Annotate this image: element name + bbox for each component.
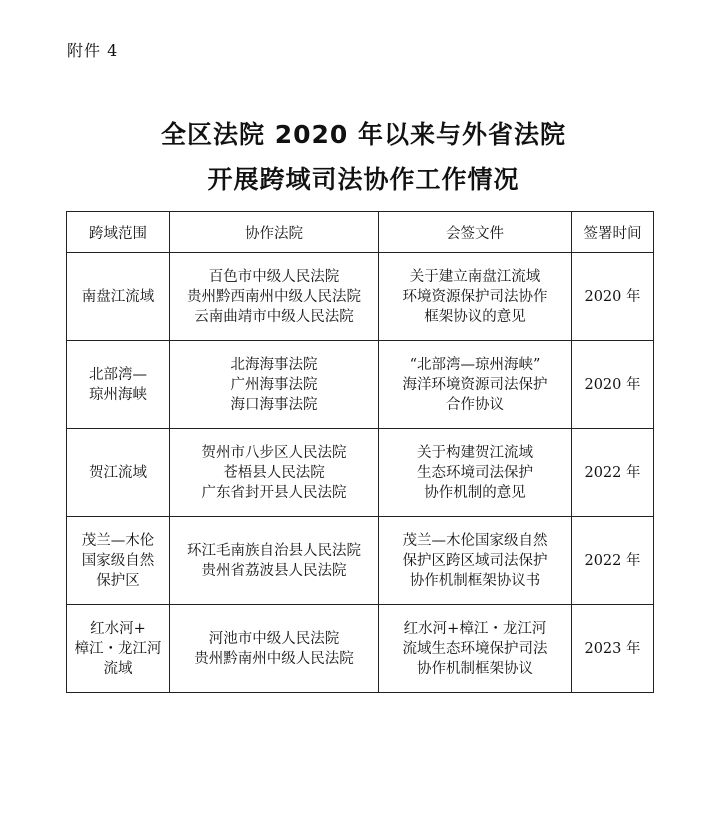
table-row: [67, 517, 654, 605]
cell-document-line: 协作机制框架协议书: [409, 572, 541, 589]
cell-document-line: 框架协议的意见: [424, 308, 526, 325]
cell-courts: [170, 341, 379, 429]
cell-date: 2023 年: [572, 605, 654, 693]
cell-courts: [170, 429, 379, 517]
cell-date: 2022 年: [572, 429, 654, 517]
table-row: [67, 341, 654, 429]
cell-scope: [67, 605, 170, 693]
cell-scope-line: 国家级自然: [81, 552, 155, 569]
cell-document-line: 环境资源保护司法协作: [402, 288, 548, 305]
cell-date: 2022 年: [572, 517, 654, 605]
cell-scope-line: 樟江・龙江河: [74, 640, 162, 657]
cell-document: [379, 517, 572, 605]
cell-scope-line: 流域: [103, 660, 133, 677]
cell-courts-line: 百色市中级人民法院: [208, 268, 340, 285]
cell-scope-line: 保护区: [96, 572, 140, 589]
cell-courts-line: 海口海事法院: [230, 396, 318, 413]
page-title-line-1: 全区法院 2020 年以来与外省法院: [161, 120, 566, 149]
header-document: 会签文件: [379, 212, 572, 253]
cell-courts-line: 广东省封开县人民法院: [201, 484, 347, 501]
cell-scope: [67, 253, 170, 341]
cell-courts: [170, 517, 379, 605]
cell-scope-line: 茂兰—木伦: [81, 532, 155, 549]
table-row: [67, 253, 654, 341]
header-courts: 协作法院: [170, 212, 379, 253]
cell-document-line: 关于建立南盘江流域: [409, 268, 541, 285]
header-scope: 跨域范围: [67, 212, 170, 253]
table-header-row: [67, 212, 654, 253]
table-row: [67, 605, 654, 693]
cell-courts-line: 贺州市八步区人民法院: [201, 444, 347, 461]
cell-courts-line: 贵州黔西南州中级人民法院: [187, 288, 361, 305]
cell-date: 2020 年: [572, 253, 654, 341]
cell-scope-line: 北部湾—: [89, 366, 147, 383]
collaboration-table: [66, 211, 654, 693]
cell-scope-line: 红水河+: [90, 620, 146, 637]
cell-date: 2020 年: [572, 341, 654, 429]
cell-courts-line: 广州海事法院: [230, 376, 318, 393]
cell-document: [379, 253, 572, 341]
cell-courts-line: 贵州黔南州中级人民法院: [194, 650, 354, 667]
cell-courts-line: 苍梧县人民法院: [223, 464, 325, 481]
cell-scope-line: 南盘江流域: [81, 288, 155, 305]
cell-document-line: 茂兰—木伦国家级自然: [402, 532, 548, 549]
cell-document-line: 红水河+樟江・龙江河: [403, 620, 547, 637]
cell-document-line: 流域生态环境保护司法: [402, 640, 548, 657]
cell-scope: [67, 429, 170, 517]
page-title-line-2: 开展跨域司法协作工作情况: [207, 165, 520, 194]
cell-document-line: 关于构建贺江流域: [417, 444, 533, 461]
cell-courts-line: 云南曲靖市中级人民法院: [194, 308, 354, 325]
cell-document-line: 协作机制框架协议: [417, 660, 533, 677]
cell-document-line: 合作协议: [446, 396, 504, 413]
cell-document-line: 协作机制的意见: [424, 484, 526, 501]
cell-document: [379, 341, 572, 429]
cell-courts-line: 环江毛南族自治县人民法院: [187, 542, 361, 559]
cell-scope-line: 琼州海峡: [89, 386, 147, 403]
cell-courts-line: 河池市中级人民法院: [208, 630, 340, 647]
cell-courts: [170, 605, 379, 693]
cell-document-line: “北部湾—琼州海峡”: [409, 356, 541, 373]
cell-courts-line: 贵州省荔波县人民法院: [201, 562, 347, 579]
table-row: [67, 429, 654, 517]
cell-document-line: 海洋环境资源司法保护: [402, 376, 548, 393]
attachment-label: 附件 4: [67, 41, 119, 60]
cell-courts-line: 北海海事法院: [230, 356, 318, 373]
cell-document-line: 保护区跨区域司法保护: [402, 552, 548, 569]
cell-document-line: 生态环境司法保护: [417, 464, 533, 481]
cell-scope: [67, 341, 170, 429]
cell-document: [379, 429, 572, 517]
cell-courts: [170, 253, 379, 341]
cell-document: [379, 605, 572, 693]
header-date: 签署时间: [572, 212, 654, 253]
cell-scope: [67, 517, 170, 605]
cell-scope-line: 贺江流域: [89, 464, 147, 481]
